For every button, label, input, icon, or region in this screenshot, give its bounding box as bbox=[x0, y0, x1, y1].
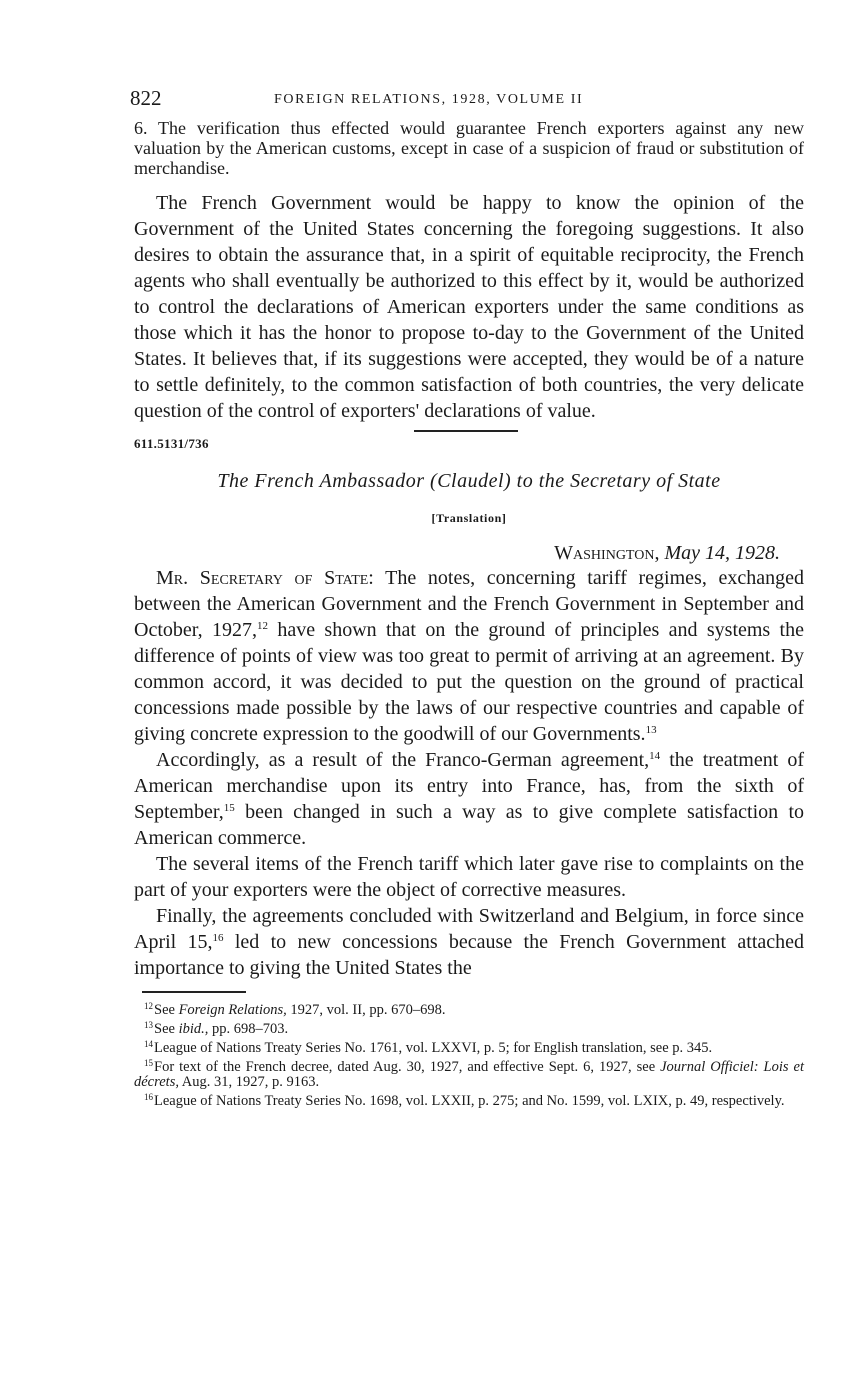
letter-p4-text-b: led to new concessions because the French Government attached importance to giving the United States the bbox=[134, 931, 805, 979]
footnote bbox=[134, 1056, 804, 1090]
footnote-divider bbox=[142, 991, 246, 993]
footnote-ref-16: 16 bbox=[212, 932, 224, 944]
footnote-mark: 15 bbox=[144, 1058, 153, 1068]
footnote-ref-12: 12 bbox=[256, 620, 268, 632]
french-government-paragraph: The French Government would be happy to know the opinion of the Government of the United States concerning the foregoing suggestions. It also desires to obtain the assurance that, in a spirit of equitable reciprocity, the French agents who shall eventually be authorized to this effect by it, would be authorized to control the declarations of American exporters under the same conditions as those which it has the honor to propose to-day to the Government of the United States. It believes that, if its suggestions were accepted, they would be of a nature to settle definitely, to the common satisfaction of both countries, the very delicate question of the control of exporters' declarations of value. bbox=[134, 192, 804, 422]
letter-p4-text-a: Finally, the agreements concluded with Switzerland and Belgium, in force since April 15, bbox=[134, 905, 804, 953]
translation-label: [Translation] bbox=[431, 511, 507, 525]
footnote-italic: Foreign Relations, bbox=[178, 1002, 287, 1018]
footnote-text-post: 1927, vol. II, pp. 670–698. bbox=[286, 1002, 446, 1018]
page-number: 822 bbox=[130, 86, 162, 110]
footnote-ref-15: 15 bbox=[223, 802, 235, 814]
footnote bbox=[134, 1018, 804, 1037]
footnote-ref-13: 13 bbox=[645, 724, 657, 736]
footnote-text: See bbox=[154, 1002, 179, 1018]
footnote-mark: 14 bbox=[144, 1039, 153, 1049]
running-head: FOREIGN RELATIONS, 1928, VOLUME II bbox=[274, 92, 584, 107]
letter-paragraph-3: The several items of the French tariff which later gave rise to complaints on the part of your exporters were the object of corrective measures. bbox=[134, 853, 804, 901]
footnote-mark: 16 bbox=[144, 1092, 153, 1102]
footnote bbox=[134, 1037, 804, 1056]
footnote-text: League of Nations Treaty Series No. 1761, vol. LXXVI, p. 5; for English translation, see p. 345. bbox=[154, 1040, 713, 1056]
footnote-italic: Journal Officiel: Lois et décrets, bbox=[134, 1059, 804, 1090]
footnote-text: See bbox=[154, 1021, 179, 1037]
footnote-text-post: pp. 698–703. bbox=[208, 1021, 289, 1037]
document-page bbox=[130, 84, 805, 1109]
item-6-paragraph: 6. The verification thus effected would guarantee French exporters against any new valuation by the American customs, except in case of a suspicion of fraud or substitution of merchandise. bbox=[134, 118, 804, 178]
section-divider bbox=[414, 430, 518, 432]
footnote bbox=[134, 1090, 804, 1109]
letter-p2-text-c: been changed in such a way as to give complete satisfaction to American commerce. bbox=[134, 801, 805, 849]
footnote bbox=[134, 999, 804, 1018]
letter-p1-text-b: have shown that on the ground of principles and systems the difference of points of view was too great to permit of arriving at an agreement. By common accord, it was decided to put the question on the ground of practical concessions made possible by the laws of our respective countries and capable of giving concrete expression to the goodwill of our Governments. bbox=[134, 619, 804, 745]
footnote-text: For text of the French decree, dated Aug. 30, 1927, and effective Sept. 6, 1927, see bbox=[154, 1059, 661, 1075]
document-title: The French Ambassador (Claudel) to the Secretary of State bbox=[217, 470, 721, 492]
letter-p2-text-a: Accordingly, as a result of the Franco-German agreement, bbox=[156, 749, 650, 771]
footnote-text: League of Nations Treaty Series No. 1698, vol. LXXII, p. 275; and No. 1599, vol. LXIX, p. 49, respectively. bbox=[154, 1093, 785, 1109]
dateline bbox=[134, 542, 804, 565]
letter-p1-text-a: The notes, concerning tariff regimes, exchanged between the American Government and the French Government in September and October, 1927, bbox=[134, 567, 804, 641]
footnote-text-post: Aug. 31, 1927, p. 9163. bbox=[178, 1074, 320, 1090]
letter-paragraph-1 bbox=[134, 565, 804, 747]
footnotes bbox=[134, 999, 804, 1109]
letter-paragraph-2 bbox=[134, 747, 804, 851]
salutation: Mr. Secretary of State: bbox=[156, 567, 374, 589]
file-number: 611.5131/736 bbox=[134, 436, 209, 451]
footnote-mark: 12 bbox=[144, 1001, 153, 1011]
letter-paragraph-4 bbox=[134, 903, 804, 981]
dateline-place: Washington, bbox=[554, 542, 660, 564]
footnote-italic: ibid., bbox=[178, 1021, 209, 1037]
footnote-mark: 13 bbox=[144, 1020, 153, 1030]
dateline-date: May 14, 1928. bbox=[664, 542, 780, 564]
page-header bbox=[130, 84, 804, 118]
footnote-ref-14: 14 bbox=[649, 750, 661, 762]
letter-p2-text-b: the treatment of American merchandise upon its entry into France, has, from the sixth of September, bbox=[134, 749, 804, 823]
